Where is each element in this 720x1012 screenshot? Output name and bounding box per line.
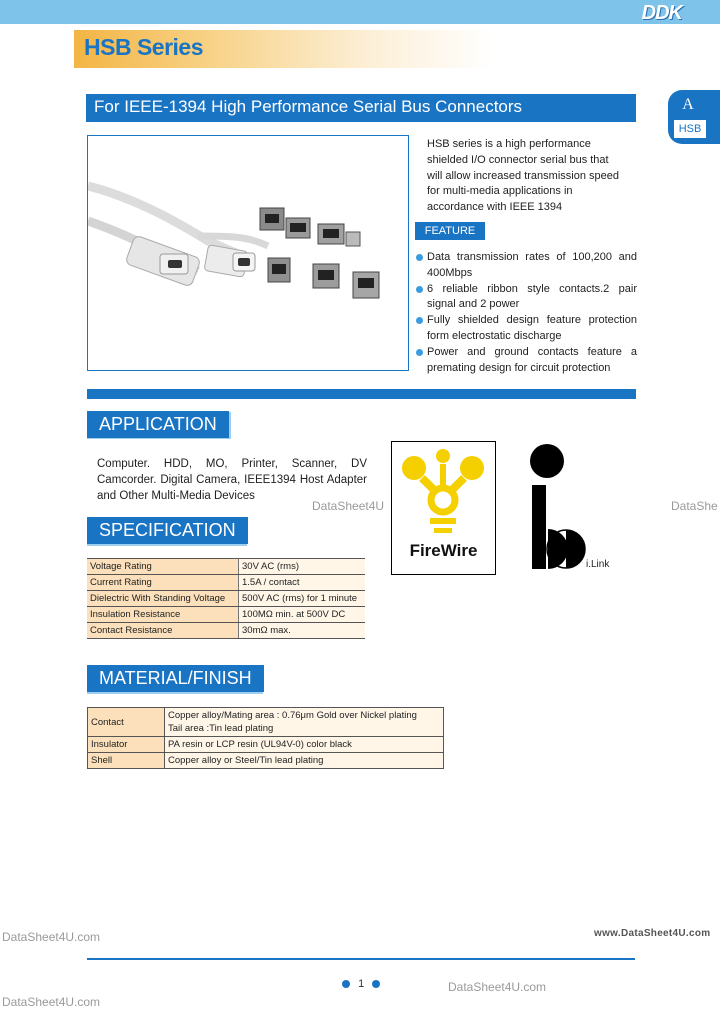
spec-item: Dielectric With Standing Voltage (87, 591, 239, 607)
spec-item: Current Rating (87, 575, 239, 591)
material-value-line: Tail area :Tin lead plating (168, 723, 274, 734)
table-row (88, 753, 444, 769)
table-row (87, 559, 365, 575)
spec-item: Voltage Rating (87, 559, 239, 575)
page-dot-icon (372, 980, 380, 988)
firewire-logo (391, 441, 496, 575)
bullet-icon (416, 286, 423, 293)
watermark: DataSheet4U (312, 499, 385, 513)
material-label: MATERIAL/FINISH (87, 665, 264, 692)
watermark: DataShe (671, 499, 718, 513)
feature-text: 6 reliable ribbon style contacts.2 pair signal and 2 power (427, 282, 637, 311)
product-heading-bar (86, 94, 636, 122)
product-heading: For IEEE-1394 High Performance Serial Bus Connectors (94, 97, 523, 116)
feature-item (415, 345, 637, 377)
page-dot-icon (342, 980, 350, 988)
watermark: DataSheet4U.com (2, 930, 101, 944)
material-value (165, 708, 444, 737)
section-tab-code: HSB (674, 120, 706, 138)
feature-item (415, 250, 637, 282)
table-row (87, 575, 365, 591)
product-intro (427, 137, 637, 216)
page-number (342, 978, 380, 990)
material-value: PA resin or LCP resin (UL94V-0) color black (165, 737, 444, 753)
bullet-icon (416, 349, 423, 356)
intro-line: accordance with IEEE 1394 (427, 201, 563, 214)
spec-value: 30V AC (rms) (239, 559, 366, 575)
feature-item (415, 313, 637, 345)
table-row (87, 623, 365, 639)
material-value: Copper alloy or Steel/Tin lead plating (165, 753, 444, 769)
top-banner (0, 0, 720, 24)
intro-line: will allow increased transmission speed (427, 169, 619, 182)
spec-value: 500V AC (rms) for 1 minute (239, 591, 366, 607)
intro-line: HSB series is a high performance (427, 138, 591, 150)
specification-table (87, 558, 365, 639)
material-item: Insulator (88, 737, 165, 753)
material-table (87, 707, 444, 769)
ilink-logo (520, 441, 630, 573)
spec-value: 100MΩ min. at 500V DC (239, 607, 366, 623)
spec-value: 30mΩ max. (239, 623, 366, 639)
page-number-text: 1 (358, 978, 365, 990)
series-title: HSB Series (84, 34, 204, 60)
watermark-url[interactable]: www.DataSheet4U.com (594, 928, 711, 939)
material-item: Contact (88, 708, 165, 737)
feature-text: Power and ground contacts feature a premating design for circuit protection (427, 345, 637, 374)
table-row (87, 591, 365, 607)
ilink-label: i.Link (586, 559, 610, 570)
application-text: Computer. HDD, MO, Printer, Scanner, DV Camcorder. Digital Camera, IEEE1394 Host Adapter and Other Multi-Media Devices (97, 458, 367, 503)
feature-item (415, 282, 637, 314)
section-tab-letter: A (682, 96, 694, 113)
feature-label: FEATURE (415, 222, 485, 240)
bullet-icon (416, 254, 423, 261)
spec-value: 1.5A / contact (239, 575, 366, 591)
application-label: APPLICATION (87, 411, 229, 438)
connector-illustration (88, 136, 408, 370)
watermark: DataSheet4U.com (448, 980, 547, 994)
watermark: DataSheet4U.com (2, 995, 101, 1009)
spec-item: Insulation Resistance (87, 607, 239, 623)
firewire-label: FireWire (409, 541, 478, 560)
material-item: Shell (88, 753, 165, 769)
feature-text: Fully shielded design feature protection form electrostatic discharge (427, 314, 637, 342)
table-row (88, 708, 444, 737)
footer-rule (87, 958, 635, 960)
feature-list (415, 250, 637, 376)
table-row (87, 607, 365, 623)
material-value-line: Copper alloy/Mating area : 0.76μm Gold over Nickel plating (168, 710, 417, 721)
intro-line: for multi-media applications in (427, 185, 573, 198)
feature-text: Data transmission rates of 100,200 and 400Mbps (427, 251, 637, 279)
firewire-symbol-icon (392, 442, 495, 542)
specification-label: SPECIFICATION (87, 517, 248, 544)
ilink-symbol-icon (520, 441, 600, 573)
spec-item: Contact Resistance (87, 623, 239, 639)
section-tab[interactable] (668, 90, 720, 144)
product-photo (87, 135, 409, 371)
section-divider (87, 389, 636, 399)
intro-line: shielded I/O connector serial bus that (427, 153, 609, 166)
table-row (88, 737, 444, 753)
bullet-icon (416, 317, 423, 324)
ddk-logo: DDK (641, 2, 682, 24)
